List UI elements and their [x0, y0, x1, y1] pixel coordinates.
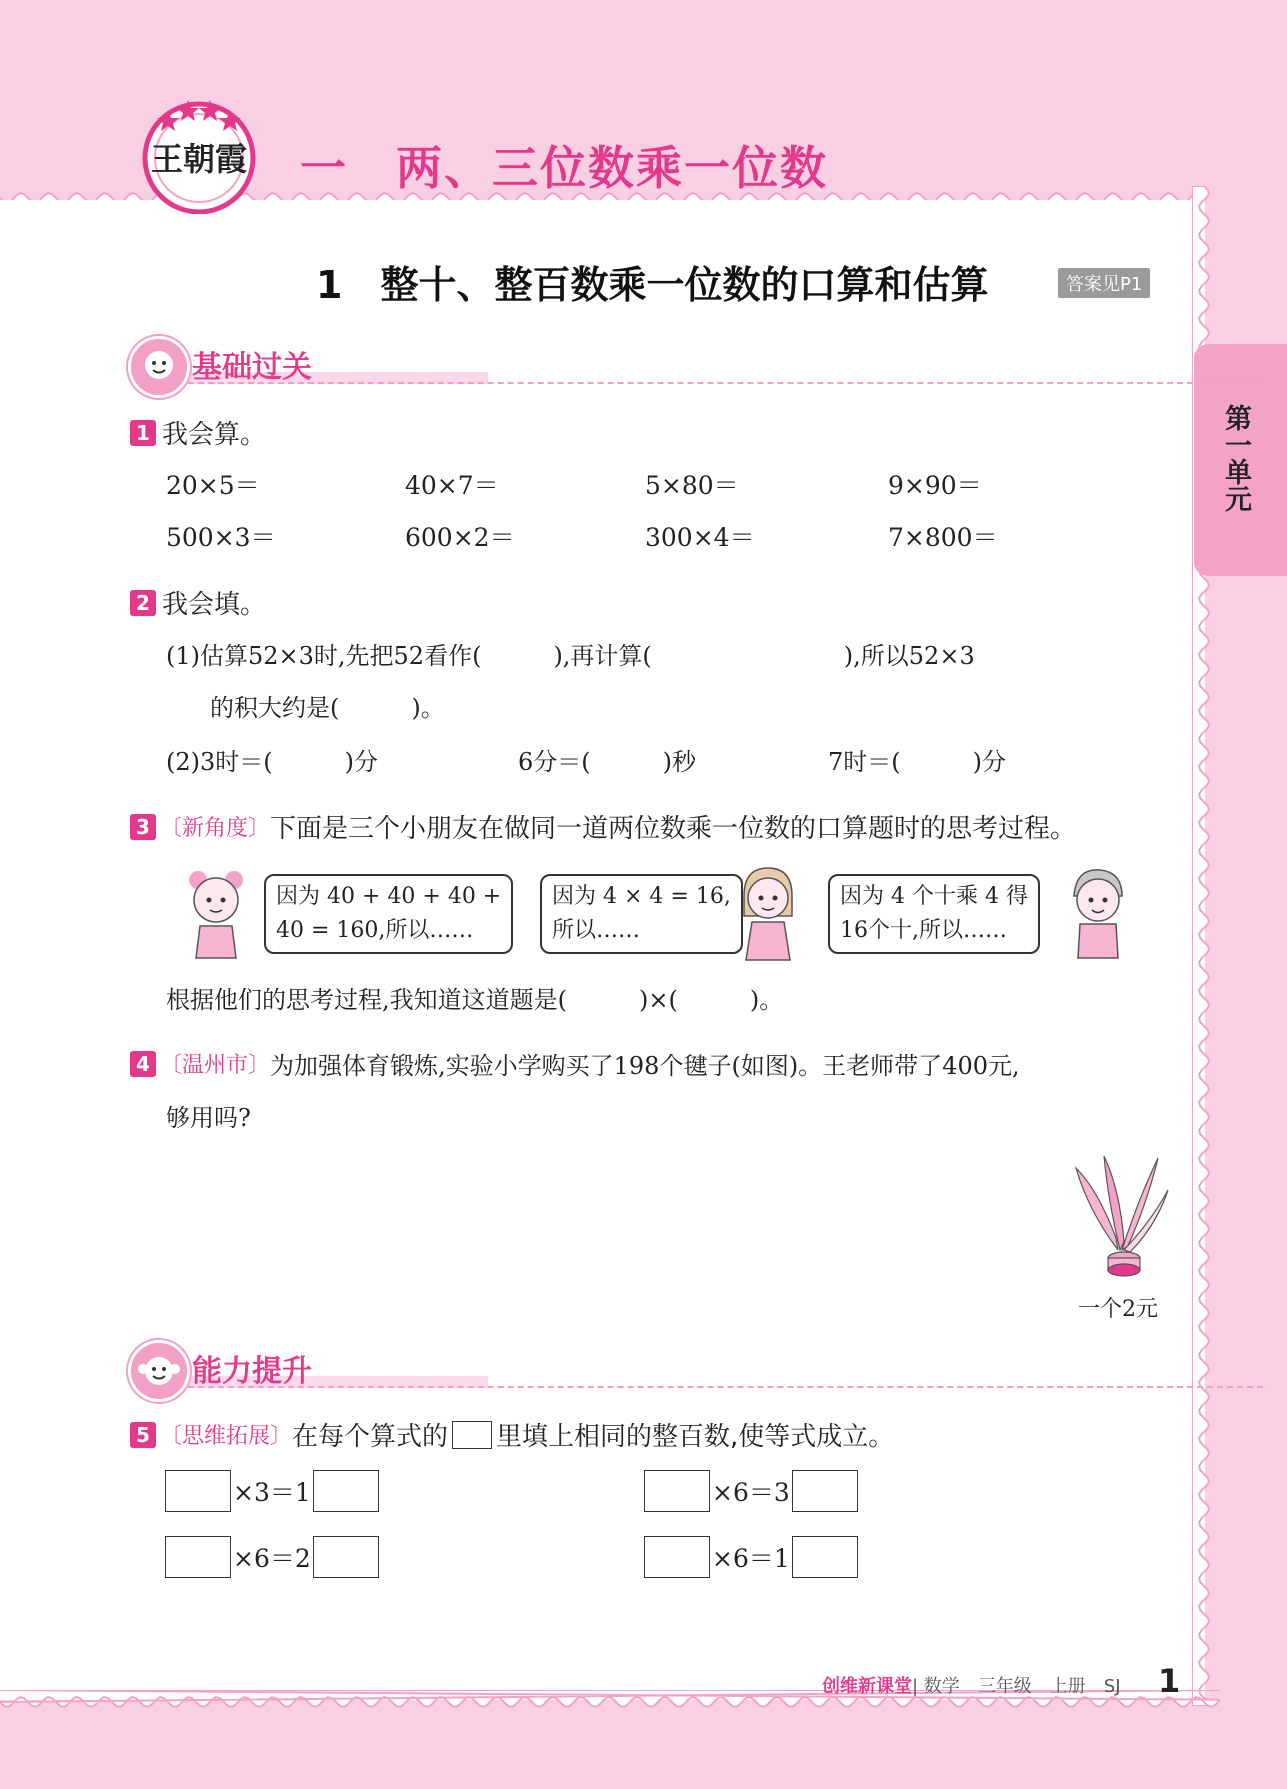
q1-item-7: 300×4＝: [645, 523, 755, 552]
section-label: 能力提升: [192, 1354, 312, 1389]
bubble-3-line-1: 因为 4 个十乘 4 得: [840, 884, 1028, 909]
answer-box[interactable]: [644, 1536, 710, 1578]
speech-bubble-2: [540, 874, 743, 954]
question-number: 5: [130, 1422, 156, 1448]
question-number: 1: [130, 420, 156, 446]
answer-reference-badge: 答案见P1: [1058, 268, 1150, 298]
bubble-1-line-1: 因为 40 + 40 + 40 +: [276, 884, 502, 909]
shuttlecock-icon: [1068, 1150, 1172, 1280]
q1-item-5: 500×3＝: [166, 523, 276, 552]
question-line-1: 为加强体育锻炼,实验小学购买了198个毽子(如图)。王老师带了400元,: [270, 1052, 1020, 1080]
answer-box[interactable]: [644, 1470, 710, 1512]
speech-bubble-3: [828, 874, 1040, 954]
equation-4: [644, 1536, 858, 1578]
question-number: 3: [130, 814, 156, 840]
q1-item-2: 40×7＝: [405, 471, 499, 500]
footer-brand: 创维新课堂: [822, 1676, 912, 1697]
q2-line-3c: 7时＝( )分: [828, 748, 1006, 776]
q1-item-8: 7×800＝: [888, 523, 998, 552]
question-number: 4: [130, 1051, 156, 1077]
equation-2: [644, 1470, 858, 1512]
question-tag: 〔新角度〕: [160, 816, 271, 841]
speech-bubble-1: [264, 874, 513, 954]
answer-box[interactable]: [313, 1536, 379, 1578]
question-title-b: 里填上相同的整百数,使等式成立。: [496, 1422, 895, 1452]
section-label: 基础过关: [192, 350, 312, 385]
answer-box[interactable]: [792, 1536, 858, 1578]
q1-item-6: 600×2＝: [405, 523, 515, 552]
equation-text: ×6＝2: [233, 1544, 311, 1573]
q4-line-2: 够用吗?: [166, 1104, 251, 1132]
bubble-1-line-2: 40 = 160,所以……: [276, 918, 474, 943]
question-tag: 〔思维拓展〕: [160, 1424, 293, 1449]
question-title: 我会填。: [162, 590, 267, 620]
unit-side-tab: [1194, 344, 1287, 576]
monkey-icon: [128, 1340, 190, 1402]
question-1-header: [130, 414, 266, 451]
boy-icon: [1060, 862, 1136, 962]
equation-1: [165, 1470, 379, 1512]
q2-line-3b: 6分＝( )秒: [518, 748, 696, 776]
footer-details: | 数学 三年级 上册 SJ: [912, 1676, 1121, 1697]
equation-3: [165, 1536, 379, 1578]
equation-text: ×3＝1: [233, 1478, 311, 1507]
equation-text: ×6＝3: [712, 1478, 790, 1507]
question-title-a: 在每个算式的: [292, 1422, 449, 1452]
question-5-header: [130, 1416, 894, 1453]
question-tag: 〔温州市〕: [160, 1053, 271, 1078]
logo-seal-icon: [138, 92, 260, 214]
q3-answer-line: 根据他们的思考过程,我知道这道题是( )×( )。: [166, 986, 784, 1014]
lesson-title: 1 整十、整百数乘一位数的口算和估算: [316, 263, 989, 307]
answer-box[interactable]: [165, 1536, 231, 1578]
girl-1-icon: [178, 866, 254, 962]
answer-box[interactable]: [165, 1470, 231, 1512]
question-3-header: [130, 808, 1076, 845]
bubble-2-line-2: 所以……: [552, 918, 641, 943]
q2-line-2: 的积大约是( )。: [210, 694, 445, 722]
sample-box: [452, 1421, 492, 1449]
question-title: 下面是三个小朋友在做同一道两位数乘一位数的口算题时的思考过程。: [270, 814, 1077, 844]
equation-text: ×6＝1: [712, 1544, 790, 1573]
q1-item-1: 20×5＝: [166, 471, 260, 500]
question-title: 我会算。: [162, 420, 267, 450]
bubble-2-line-1: 因为 4 × 4 = 16,: [552, 884, 731, 909]
footer-info: [822, 1672, 1121, 1698]
unit-title: 一 两、三位数乘一位数: [300, 141, 828, 195]
answer-box[interactable]: [792, 1470, 858, 1512]
bubble-3-line-2: 16个十,所以……: [840, 918, 1007, 943]
q1-item-3: 5×80＝: [645, 471, 739, 500]
side-tab-label: 第一单元: [1220, 404, 1251, 512]
question-2-header: [130, 584, 266, 621]
answer-box[interactable]: [313, 1470, 379, 1512]
page-number: 1: [1158, 1662, 1181, 1700]
q2-line-3a: (2)3时＝( )分: [166, 748, 378, 776]
question-number: 2: [130, 590, 156, 616]
logo-text: 王朝霞: [150, 140, 248, 178]
girl-2-icon: [730, 860, 806, 964]
q1-item-4: 9×90＝: [888, 471, 982, 500]
mascot-icon: [128, 336, 190, 398]
q2-line-1: (1)估算52×3时,先把52看作( ),再计算( ),所以52×3: [166, 642, 975, 670]
question-4-header: [130, 1046, 1020, 1081]
shuttlecock-caption: 一个2元: [1078, 1297, 1158, 1322]
